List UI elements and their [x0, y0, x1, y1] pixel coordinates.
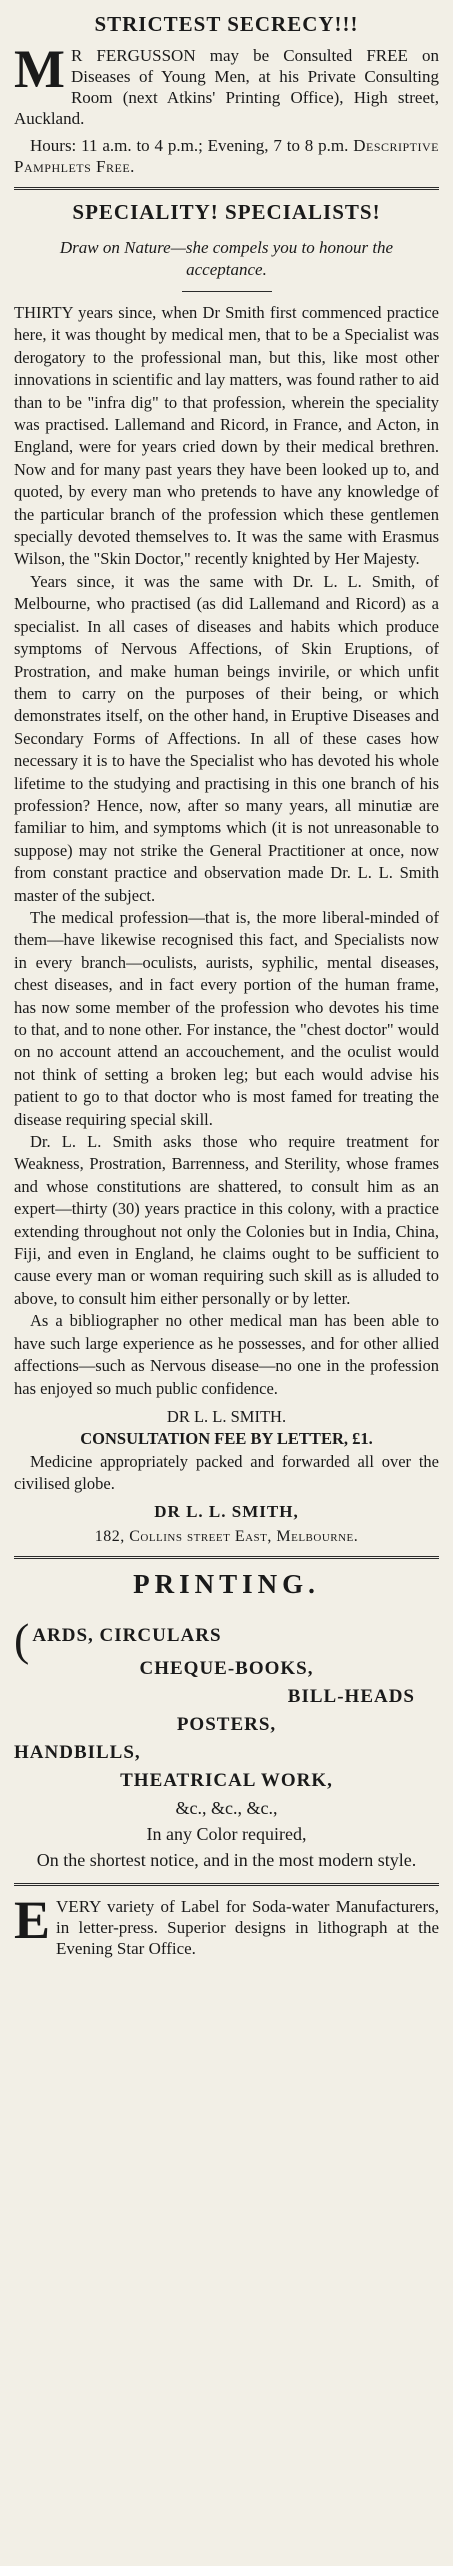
ad4-dropcap: E [14, 1889, 51, 1950]
ad3-cards: ARDS, CIRCULARS [32, 1624, 222, 1646]
ad1-hours [14, 135, 439, 177]
ad-labels [14, 1889, 439, 1959]
ad3-cards-line [14, 1613, 439, 1665]
ad2-subtitle: Draw on Nature—she compels you to honour the acceptance. [59, 238, 394, 279]
ad2-medicine-line: Medicine appropriately packed and forwarded all over the civilised globe. [14, 1451, 439, 1494]
ad3-handbills: HANDBILLS, [14, 1741, 141, 1763]
ad2-address: 182, Collins street East, Melbourne. [94, 1527, 359, 1545]
ad1-dropcap: M [14, 39, 65, 99]
ad3-theatrical: THEATRICAL WORK, [120, 1769, 333, 1791]
ad2-name-line: DR L. L. SMITH. [166, 1406, 287, 1426]
ad1-heading: STRICTEST SECRECY!!! [94, 12, 359, 36]
ad1-pamphlets: Descriptive Pamphlets Free. [14, 136, 439, 176]
ad1-body [14, 39, 439, 129]
ad2-fee-line: CONSULTATION FEE BY LETTER, £1. [80, 1429, 373, 1449]
ad2-signature [14, 1502, 439, 1522]
ad3-cards-paren: ( [14, 1613, 31, 1665]
ad3-notice: On the shortest notice, and in the most modern style. [36, 1849, 417, 1870]
ad3-cheque-books: CHEQUE-BOOKS, [139, 1657, 314, 1679]
divider [14, 187, 439, 190]
ad1-body-text: R FERGUSSON may be Consulted FREE on Diseases of Young Men, at his Private Consulting Room (next Atkins' Printing Office), High street, Auckland. [14, 46, 439, 128]
ad2-paragraph: The medical profession—that is, the more liberal-minded of them—have likewise recognised this fact, and Specialists now in every branch—oculists, aurists, syphilic, mental diseases, chest diseases, and in fact every portion of the human frame, has now some member of the profession who devotes his time to that, and to none other. For instance, the "chest doctor" would on no account attend an accouchement, and the oculist would not think of setting a broken leg; but each would advise his patient to go to that doctor who is most famed for treating the disease requiring special skill. [14, 907, 439, 1129]
ad-strictest-secrecy [14, 12, 439, 177]
ad2-paragraph: As a bibliographer no other medical man has been able to have such large experience as he possesses, and for other allied affections—such as Nervous disease—no one in the profession has enjoyed so much public confidence. [14, 1311, 439, 1398]
ad-printing [14, 1569, 439, 1873]
ad3-heading: PRINTING. [133, 1568, 320, 1599]
ad3-bill-heads: BILL-HEADS [287, 1685, 415, 1707]
ad2-paragraph: Dr. L. L. Smith asks those who require treatment for Weakness, Prostration, Barrenness, and Sterility, whose frames and whose constitutions are shattered, to consult him as an expert—thirty (30) years practice in this colony, with a practice extending throughout not only the Colonies but in India, China, Fiji, and even in England, he claims ought to be sufficient to cause every man or woman requiring such skill as is alluded to above, to consult him either personally or by letter. [14, 1132, 439, 1308]
divider [14, 1556, 439, 1559]
divider [14, 1883, 439, 1886]
ad4-body-text: VERY variety of Label for Soda-water Manufacturers, in letter-press. Superior designs in lithograph at the Evening Star Office. [56, 1896, 439, 1958]
ad3-posters: POSTERS, [176, 1713, 277, 1735]
ad3-color: In any Color required, [146, 1823, 307, 1844]
ad2-paragraph: Years since, it was the same with Dr. L. L. Smith, of Melbourne, who practised (as did Lallemand and Ricord) as a specialist. In all cases of diseases and habits which produce symptoms of Nervous Affections, of Skin Eruptions, of Prostration, and make human beings invirile, or which unfit them to carry on the purposes of their being, or which demonstrates itself, on the other hand, in Eruptive Diseases and Secondary Forms of Affections. In all of these cases how necessary it is to have the Specialist who has devoted his whole lifetime to the studying and practising in this one branch of his profession? Hence, now, after so many years, all minutiæ are familiar to him, and symptoms which (it is not unreasonable to suppose) may not strike the General Practitioner at once, now from constant practice and observation made Dr. L. L. Smith master of the subject. [14, 571, 439, 905]
ad2-paragraph: THIRTY years since, when Dr Smith first commenced practice here, it was thought by medical men, that to be a Specialist was derogatory to the professional man, but this, like most other innovations in scientific and lay matters, was found rather to aid than to be "infra dig" to that profession, wherein the speciality was practised. Lallemand and Ricord, in France, and Acton, in England, were for years cried down by their medical brethren. Now and for many past years they have been looked up to, and quoted, by every man who pretends to have any knowledge of the particular branch of the profession which these gentlemen specially devoted themselves to. It was the same with Erasmus Wilson, the "Skin Doctor," recently knighted by Her Majesty. [14, 303, 439, 569]
ad-speciality-specialists [14, 200, 439, 1546]
short-divider [182, 291, 272, 292]
ad1-hours-text: Hours: 11 a.m. to 4 p.m.; Evening, 7 to 8 p.m. [30, 136, 349, 155]
ad2-heading: SPECIALITY! SPECIALISTS! [72, 200, 381, 224]
ad2-signature-name: DR L. L. SMITH, [154, 1501, 299, 1521]
ad3-etc: &c., &c., &c., [175, 1797, 278, 1818]
ad4-body [14, 1889, 439, 1959]
